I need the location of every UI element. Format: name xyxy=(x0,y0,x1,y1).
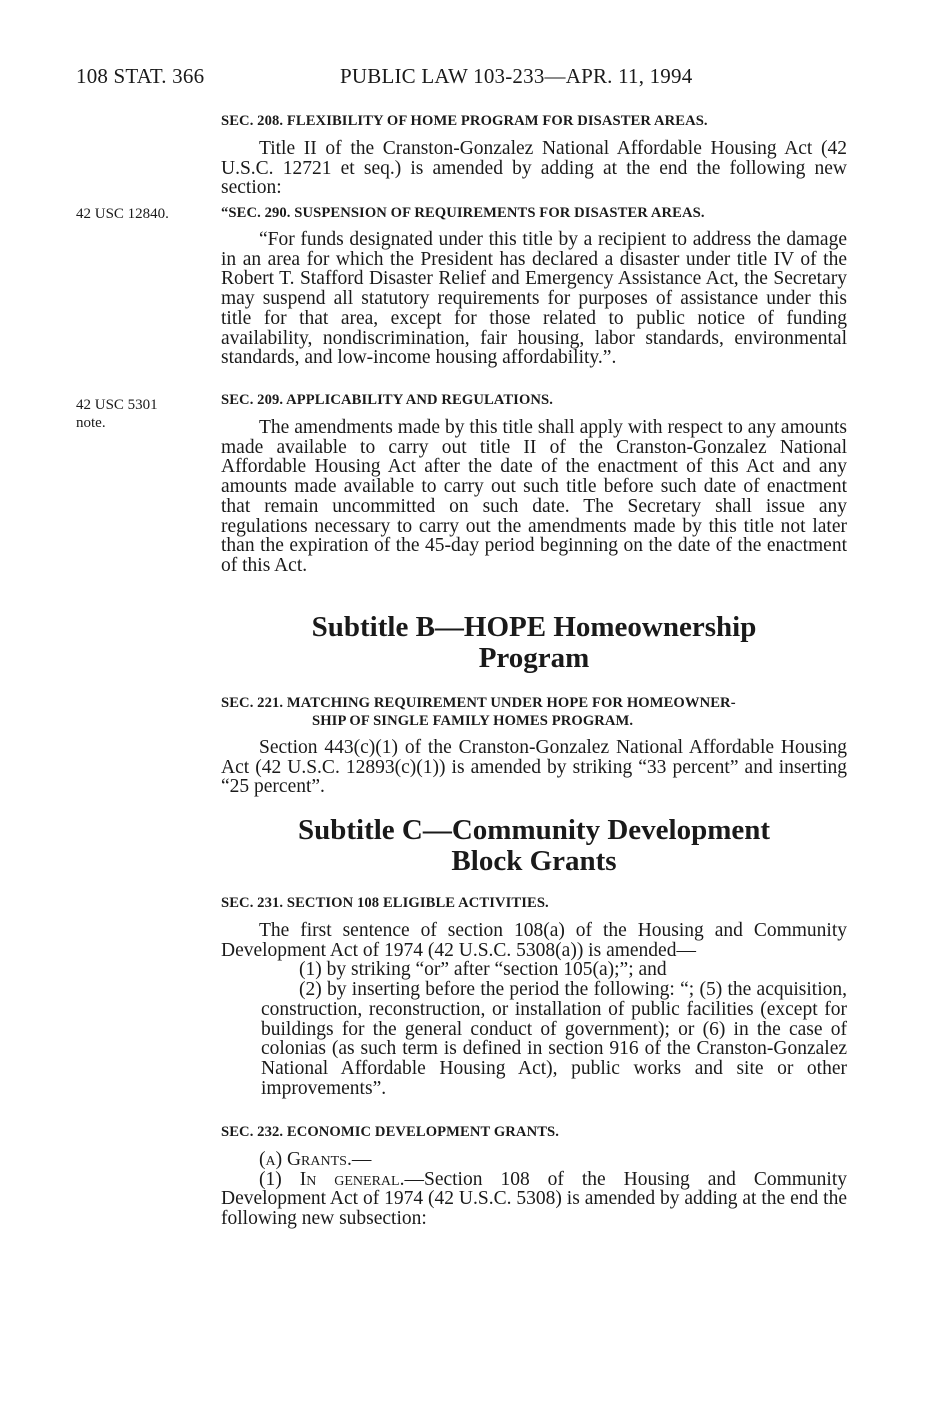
section-208-body xyxy=(221,139,847,198)
subsection-a-label: (a) Grants.— xyxy=(259,1149,372,1170)
section-232 xyxy=(221,1123,847,1141)
section-290 xyxy=(221,204,847,222)
section-heading: SEC. 209. APPLICABILITY AND REGULATIONS. xyxy=(221,392,554,408)
subtitle-line: Subtitle C—Community Development xyxy=(297,814,771,846)
subtitle-b-heading xyxy=(221,612,847,674)
margin-note-line: note. xyxy=(76,415,106,431)
subtitle-line: Subtitle B—HOPE Homeownership xyxy=(311,611,757,643)
subtitle-line: Block Grants xyxy=(451,845,617,877)
section-paragraph: The first sentence of section 108(a) of the Housing and Community Development Act of 1974 (42 U.S.C. 5308(a)) is amended— xyxy=(221,920,847,961)
section-231-body xyxy=(221,921,847,1098)
section-heading-line: SEC. 221. MATCHING REQUIREMENT UNDER HOPE FOR HOMEOWNER- xyxy=(221,695,736,711)
paragraph-text: —Section 108 of the Housing and Community Development Act of 1974 (42 U.S.C. 5308) is amended by adding at the end the following new subsection: xyxy=(221,1168,848,1230)
section-heading: “SEC. 290. SUSPENSION OF REQUIREMENTS FOR DISASTER AREAS. xyxy=(221,205,705,221)
section-heading: SEC. 232. ECONOMIC DEVELOPMENT GRANTS. xyxy=(221,1124,560,1140)
section-231 xyxy=(221,894,847,912)
section-232-body xyxy=(221,1150,847,1229)
subtitle-c-heading xyxy=(221,815,847,877)
margin-note-line: 42 USC 5301 xyxy=(76,397,158,413)
section-heading: SEC. 231. SECTION 108 ELIGIBLE ACTIVITIES. xyxy=(221,895,549,911)
subtitle-line: Program xyxy=(478,642,590,674)
section-221 xyxy=(221,694,847,730)
section-paragraph: “For funds designated under this title by a recipient to address the damage in an area for which the President has declared a disaster under title IV of the Robert T. Stafford Disaster Relief and Emergency Assistance Act, the Secretary may suspend all statutory requirements for purposes of assistance under this title for that area, except for those related to public notice of funding availability, nondiscrimination, fair housing, labor standards, environmental standards, and low-income housing affordability.”. xyxy=(221,229,847,369)
margin-note-usc-5301 xyxy=(76,396,158,432)
section-heading: SEC. 208. FLEXIBILITY OF HOME PROGRAM FOR DISASTER AREAS. xyxy=(221,113,708,129)
section-290-body xyxy=(221,230,847,368)
list-item xyxy=(221,1170,847,1229)
list-item: (2) by inserting before the period the following: “; (5) the acquisition, construction, reconstruction, or installation of public facilities (except for buildings for the general conduct of government); or (6) in the case of colonias (as such term is defined in section 916 of the Cranston-Gonzalez National Affordable Housing Act), public works and site or other improvements”. xyxy=(261,979,847,1099)
section-heading-line: SHIP OF SINGLE FAMILY HOMES PROGRAM. xyxy=(312,713,634,729)
public-law-citation: PUBLIC LAW 103-233—APR. 11, 1994 xyxy=(340,64,693,88)
subsection-label xyxy=(221,1150,847,1170)
section-paragraph: The amendments made by this title shall apply with respect to any amounts made available to carry out title II of the Cranston-Gonzalez National Affordable Housing Act after the date of the enactment of this Act and any amounts made available to carry out such title before such date of enactment that remain uncommitted on such date. The Secretary shall issue any regulations necessary to carry out the amendments made by this title not later than the expiration of the 45-day period beginning on the date of the enactment of this Act. xyxy=(221,417,847,576)
list-item: (1) by striking “or” after “section 105(a);”; and xyxy=(299,959,667,981)
statute-page-number: 108 STAT. 366 xyxy=(76,64,205,88)
section-paragraph: Title II of the Cranston-Gonzalez National Affordable Housing Act (42 U.S.C. 12721 et seq.) is amended by adding at the end the following new section: xyxy=(221,138,847,199)
section-209 xyxy=(221,391,847,409)
section-paragraph: Section 443(c)(1) of the Cranston-Gonzalez National Affordable Housing Act (42 U.S.C. 12893(c)(1)) is amended by striking “33 percent” and inserting “25 percent”. xyxy=(221,737,847,798)
paragraph-label: (1) In general. xyxy=(259,1168,405,1190)
section-208 xyxy=(221,112,847,130)
margin-note-usc-12840: 42 USC 12840. xyxy=(76,206,169,222)
section-209-body xyxy=(221,418,847,576)
section-221-body xyxy=(221,738,847,797)
